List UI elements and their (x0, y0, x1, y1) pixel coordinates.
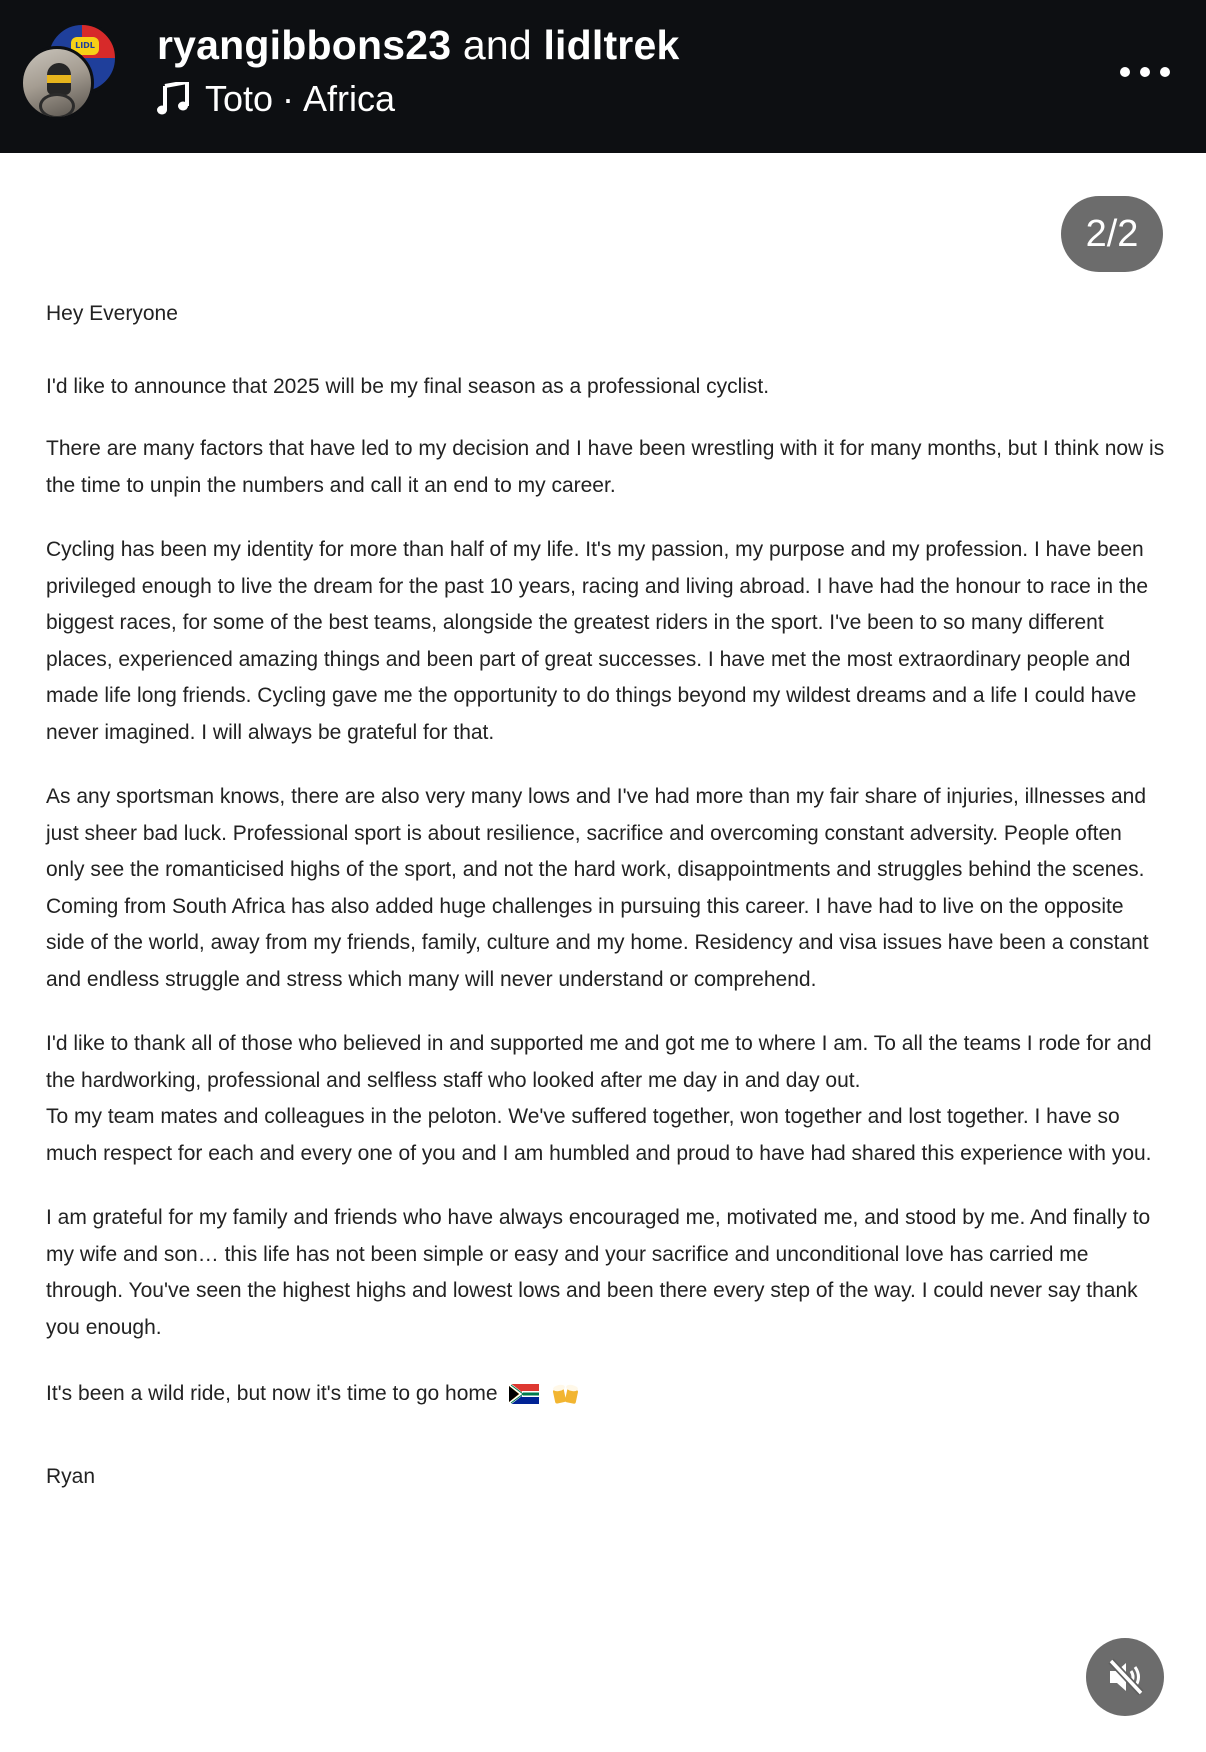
letter-paragraph: I'd like to thank all of those who believed in and supported me and got me to where I am. To all the teams I rode for and the hardworking, professional and selfless staff who looked after me day in and day out. (46, 1032, 1152, 1092)
south-africa-flag-icon (509, 1384, 539, 1404)
more-options-button[interactable] (1110, 52, 1180, 92)
music-attribution[interactable] (157, 78, 395, 120)
more-horizontal-icon (1140, 67, 1150, 77)
letter-paragraph: Cycling has been my identity for more than half of my life. It's my passion, my purpose and my profession. I have been privileged enough to live the dream for the past 10 years, racing and living abroad. I have had the honour to race in the biggest races, for some of the best teams, alongside the greatest riders in the sport. I've been to so many different places, experienced amazing things and been part of great successes. I have met the most extraordinary people and made life long friends. Cycling gave me the opportunity to do things beyond my wildest dreams and a life I could have never imagined. I will always be grateful for that. (46, 538, 1149, 744)
letter-paragraph: As any sportsman knows, there are also very many lows and I've had more than my fair share of injuries, illnesses and just sheer bad luck. Professional sport is about resilience, sacrifice and overcoming constant adversity. People often only see the romanticised highs of the sport, and not the hard work, disappointments and struggles behind the scenes. Coming from South Africa has also added huge challenges in pursuing this career. I have had to live on the opposite side of the world, away from my friends, family, culture and my home. Residency and visa issues have been a constant and endless struggle and stress which many will never understand or comprehend. (46, 785, 1149, 991)
letter-paragraph: I'd like to announce that 2025 will be my final season as a professional cyclist. (46, 374, 770, 398)
jersey-stripe (47, 75, 71, 83)
collaborator-link[interactable]: lidltrek (543, 22, 680, 68)
mute-toggle-button[interactable] (1086, 1638, 1164, 1716)
speaker-muted-icon (1105, 1657, 1145, 1697)
post-authors (157, 22, 679, 69)
more-horizontal-icon (1120, 67, 1130, 77)
music-artist: Toto (205, 78, 274, 119)
letter-closing-text: It's been a wild ride, but now it's time to go home (46, 1382, 498, 1405)
music-note-icon (157, 82, 189, 116)
user-avatar[interactable] (20, 46, 94, 120)
letter-greeting: Hey Everyone (46, 302, 178, 325)
bike-wheel (39, 93, 75, 119)
author-connector: and (462, 22, 532, 68)
letter-closing-line (46, 1376, 1166, 1413)
music-separator: · (282, 78, 295, 119)
post-header (0, 0, 1206, 153)
music-song: Africa (303, 78, 396, 119)
more-horizontal-icon (1160, 67, 1170, 77)
username-link[interactable]: ryangibbons23 (157, 22, 452, 68)
retirement-letter (46, 296, 1166, 1495)
letter-signature: Ryan (46, 1464, 96, 1488)
avatar-stack[interactable] (20, 22, 120, 122)
letter-paragraph: To my team mates and colleagues in the peloton. We've suffered together, won together and lost together. I have so much respect for each and every one of you and I am humbled and proud to have had shared this experience with you. (46, 1105, 1152, 1165)
letter-paragraph: I am grateful for my family and friends who have always encouraged me, motivated me, and stood by me. And finally to my wife and son… this life has not been simple or easy and your sacrifice and unconditional love has carried me through. You've seen the highest highs and lowest lows and been there every step of the way. I could never say thank you enough. (46, 1206, 1151, 1339)
beer-mugs-icon (551, 1383, 581, 1405)
lidl-logo-icon: LIDL (71, 37, 99, 55)
carousel-page-counter: 2/2 (1061, 196, 1163, 272)
letter-paragraph: There are many factors that have led to my decision and I have been wrestling with it for many months, but I think now is the time to unpin the numbers and call it an end to my career. (46, 437, 1165, 497)
